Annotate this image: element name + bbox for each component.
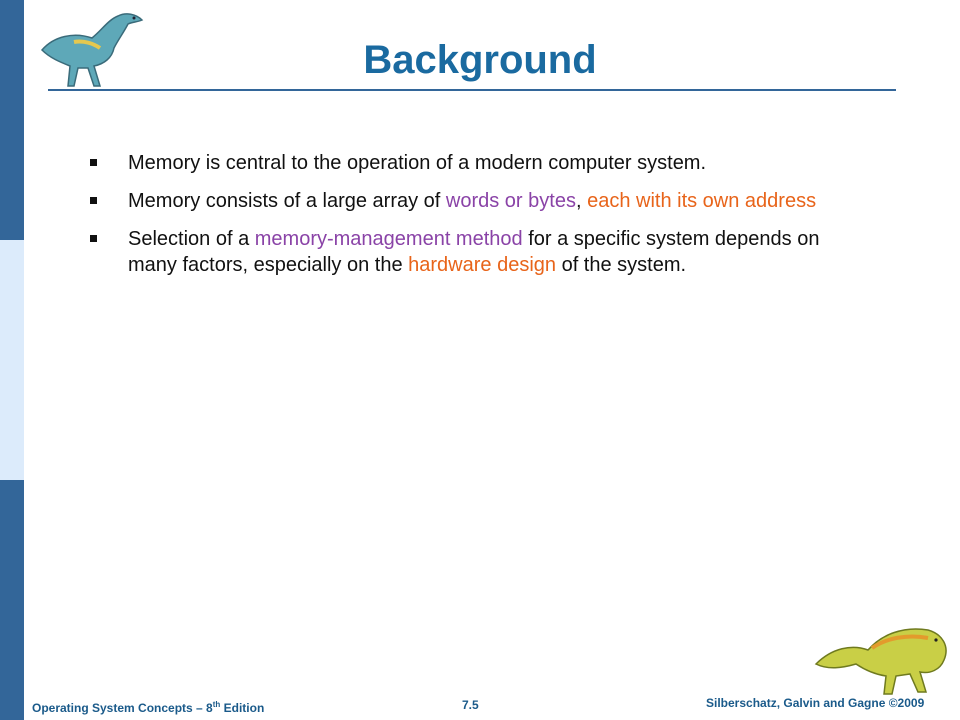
title-divider bbox=[48, 89, 896, 91]
highlighted-term: each with its own address bbox=[587, 190, 817, 212]
dinosaur-icon bbox=[812, 608, 958, 696]
bullet-item bbox=[88, 150, 848, 176]
bullet-text: Selection of a bbox=[128, 228, 255, 250]
footer-authors: Silberschatz, Galvin and Gagne ©2009 bbox=[706, 696, 925, 710]
bullet-square-icon bbox=[90, 197, 97, 204]
highlighted-term: hardware design bbox=[408, 254, 557, 276]
bullet-square-icon bbox=[90, 235, 97, 242]
bullet-list bbox=[88, 150, 848, 290]
highlighted-term: memory-management method bbox=[254, 228, 523, 250]
slide-title: Background bbox=[363, 38, 597, 82]
footer-page-number: 7.5 bbox=[462, 698, 479, 712]
bullet-square-icon bbox=[90, 159, 97, 166]
left-accent-bar-bottom bbox=[0, 480, 24, 720]
dinosaur-icon bbox=[34, 6, 148, 90]
bullet-text: , bbox=[575, 190, 588, 212]
left-accent-bar-middle bbox=[0, 240, 24, 480]
bullet-text: of the system. bbox=[556, 254, 687, 276]
highlighted-term: words or bytes bbox=[445, 190, 576, 212]
bullet-text: for a specific system depends on many factors, especially on the bbox=[128, 228, 820, 276]
footer-book-title: Operating System Concepts – 8th Edition bbox=[32, 700, 265, 715]
left-accent-bar-top bbox=[0, 0, 24, 240]
bullet-text: Memory consists of a large array of bbox=[128, 190, 446, 212]
bullet-item bbox=[88, 226, 848, 278]
bullet-item bbox=[88, 188, 848, 214]
bullet-text: Memory is central to the operation of a modern computer system. bbox=[128, 152, 707, 174]
